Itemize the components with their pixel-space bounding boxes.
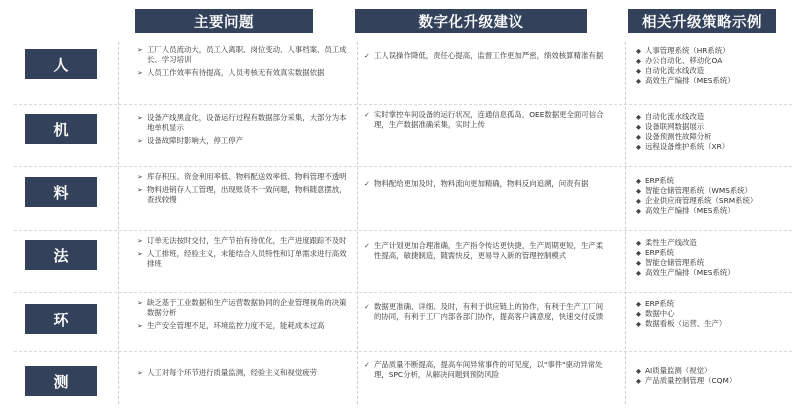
list-item: ◆ 柔性生产线改造 <box>636 238 697 247</box>
list-item: ◆ ERP系统 <box>636 299 675 308</box>
arrow-bullet-icon: ➢ <box>137 137 143 145</box>
suggestions-cell-measurement <box>364 360 604 383</box>
diamond-bullet-icon: ◆ <box>636 320 641 328</box>
row-label-people: 人 <box>25 49 97 79</box>
examples-cell-people <box>636 46 796 86</box>
list-item: ➢ 订单无法按时交付，生产节拍有待优化，生产进度跟踪不及时 <box>137 236 347 245</box>
list-item: ➢ 物料进销存人工管理，出现账货不一致问题，物料随意摆放，查找较慢 <box>137 185 347 204</box>
list-item: ◆ 设备联网数据展示 <box>636 122 705 131</box>
checkmark-bullet-icon: ✓ <box>364 242 370 250</box>
list-item: ✓ 数据更准确、详细、及时，有利于供应链上的协作，有利于生产工厂间的协同，有利于工厂内部各部门协作，提高客户满意度，快速交付反馈 <box>364 302 604 321</box>
list-item: ◆ 智能仓储管理系统（WMS系统） <box>636 186 753 195</box>
diamond-bullet-icon: ◆ <box>636 47 641 55</box>
arrow-bullet-icon: ➢ <box>137 237 143 245</box>
diamond-bullet-icon: ◆ <box>636 67 641 75</box>
list-item: ◆ AI质量监测（视觉） <box>636 366 712 375</box>
suggestions-cell-machine <box>364 110 604 133</box>
row-label-method: 法 <box>25 240 97 270</box>
list-item: ◆ 远程设备维护系统（XR） <box>636 142 730 151</box>
list-item: ➢ 库存积压、资金利用率低、物料配送效率低、物料管理不透明 <box>137 172 347 181</box>
row-label-material: 料 <box>25 177 97 207</box>
examples-cell-material <box>636 176 796 216</box>
list-item: ✓ 工人误操作降低，责任心提高，监督工作更加严密，绩效核算精准有据 <box>364 51 604 60</box>
arrow-bullet-icon: ➢ <box>137 369 143 377</box>
header-main-problems: 主要问题 <box>135 9 313 33</box>
list-item: ➢ 生产安全管理不足，环境监控力度不足，能耗成本过高 <box>137 321 325 330</box>
list-item: ◆ 高效生产编排（MES系统） <box>636 76 735 85</box>
checkmark-bullet-icon: ✓ <box>364 303 370 311</box>
list-item: ✓ 产品质量不断提高，提高车间异常事件的可见度，以"事件"驱动异常处理，SPC分析，从解决问题到预防风险 <box>364 360 603 379</box>
checkmark-bullet-icon: ✓ <box>364 111 370 119</box>
list-item: ◆ ERP系统 <box>636 176 675 185</box>
diamond-bullet-icon: ◆ <box>636 310 641 318</box>
list-item: ◆ 自动化流水线改造 <box>636 66 705 75</box>
list-item: ◆ 企业供应商管理系统（SRM系统） <box>636 196 758 205</box>
problems-cell-measurement <box>137 368 347 381</box>
column-divider <box>625 42 626 404</box>
diamond-bullet-icon: ◆ <box>636 249 641 257</box>
diamond-bullet-icon: ◆ <box>636 207 641 215</box>
arrow-bullet-icon: ➢ <box>137 173 143 181</box>
list-item: ➢ 设备故障时影响大，停工停产 <box>137 136 244 145</box>
examples-cell-method <box>636 238 796 278</box>
arrow-bullet-icon: ➢ <box>137 69 143 77</box>
arrow-bullet-icon: ➢ <box>137 114 143 122</box>
diamond-bullet-icon: ◆ <box>636 197 641 205</box>
diamond-bullet-icon: ◆ <box>636 133 641 141</box>
row-divider <box>14 166 792 167</box>
examples-cell-machine <box>636 112 796 152</box>
problems-cell-environment <box>137 298 347 334</box>
list-item: ➢ 工厂人员流动大，员工入离职、岗位变动、人事档案、员工成长、学习培训 <box>137 45 347 64</box>
diamond-bullet-icon: ◆ <box>636 269 641 277</box>
problems-cell-material <box>137 172 347 208</box>
diamond-bullet-icon: ◆ <box>636 113 641 121</box>
diamond-bullet-icon: ◆ <box>636 239 641 247</box>
diamond-bullet-icon: ◆ <box>636 300 641 308</box>
arrow-bullet-icon: ➢ <box>137 322 143 330</box>
diamond-bullet-icon: ◆ <box>636 187 641 195</box>
list-item: ◆ 自动化流水线改造 <box>636 112 705 121</box>
list-item: ◆ ERP系统 <box>636 248 675 257</box>
list-item: ➢ 缺乏基于工业数据和生产运营数据协同的企业管理视角的决策数据分析 <box>137 298 347 317</box>
row-divider <box>14 351 792 352</box>
row-label-environment: 环 <box>25 304 97 334</box>
problems-cell-machine <box>137 113 347 149</box>
list-item: ➢ 设备产线黑盒化，设备运行过程有数据部分采集，大部分为本地单机显示 <box>137 113 347 132</box>
diamond-bullet-icon: ◆ <box>636 123 641 131</box>
checkmark-bullet-icon: ✓ <box>364 52 370 60</box>
list-item: ✓ 实时掌控车间设备的运行状况，连通信息孤岛，OEE数据更全面可信合理，生产数据准确采集，实时上传 <box>364 110 604 129</box>
list-item: ✓ 物料配给更加及时，物料流向更加精确，物料反向追溯，问责有据 <box>364 179 589 188</box>
checkmark-bullet-icon: ✓ <box>364 361 370 369</box>
diamond-bullet-icon: ◆ <box>636 77 641 85</box>
problems-cell-people <box>137 45 347 81</box>
suggestions-cell-people <box>364 51 604 64</box>
row-label-machine: 机 <box>25 114 97 144</box>
header-strategy-examples: 相关升级策略示例 <box>628 9 776 33</box>
arrow-bullet-icon: ➢ <box>137 299 143 307</box>
arrow-bullet-icon: ➢ <box>137 46 143 54</box>
row-divider <box>14 104 792 105</box>
list-item: ◆ 设备预测性故障分析 <box>636 132 712 141</box>
row-divider <box>14 292 792 293</box>
list-item: ◆ 智能仓储管理系统 <box>636 258 705 267</box>
examples-cell-environment <box>636 299 796 329</box>
list-item: ✓ 生产计划更加合理准确，生产指令传达更快捷，生产周期更短，生产柔性提高，敏捷制造，随需快反，更易导入新的管理控制模式 <box>364 241 604 260</box>
column-divider <box>118 42 119 404</box>
checkmark-bullet-icon: ✓ <box>364 180 370 188</box>
list-item: ◆ 人事管理系统（HR系统） <box>636 46 730 55</box>
diamond-bullet-icon: ◆ <box>636 377 641 385</box>
suggestions-cell-material <box>364 179 604 192</box>
list-item: ◆ 数据中心 <box>636 309 675 318</box>
list-item: ◆ 办公自动化、移动化OA <box>636 56 723 65</box>
arrow-bullet-icon: ➢ <box>137 186 143 194</box>
column-divider <box>357 42 358 404</box>
list-item: ➢ 人工对每个环节进行质量监测，经验主义和视觉疲劳 <box>137 368 317 377</box>
list-item: ◆ 高效生产编排（MES系统） <box>636 206 735 215</box>
list-item: ➢ 人员工作效率有待提高，人员考核无有效真实数据依据 <box>137 68 325 77</box>
header-digital-suggestions: 数字化升级建议 <box>355 9 587 33</box>
list-item: ◆ 数据看板（运营、生产） <box>636 319 727 328</box>
diamond-bullet-icon: ◆ <box>636 177 641 185</box>
examples-cell-measurement <box>636 366 796 386</box>
suggestions-cell-environment <box>364 302 604 325</box>
row-divider <box>14 230 792 231</box>
arrow-bullet-icon: ➢ <box>137 250 143 258</box>
list-item: ◆ 产品质量控制管理（CQM） <box>636 376 737 385</box>
diamond-bullet-icon: ◆ <box>636 57 641 65</box>
problems-cell-method <box>137 236 347 272</box>
suggestions-cell-method <box>364 241 604 264</box>
diamond-bullet-icon: ◆ <box>636 143 641 151</box>
list-item: ➢ 人工排班，经验主义，未能结合人员特性和订单需求进行高效排班 <box>137 249 347 268</box>
row-label-measurement: 测 <box>25 366 97 396</box>
list-item: ◆ 高效生产编排（MES系统） <box>636 268 735 277</box>
diamond-bullet-icon: ◆ <box>636 367 641 375</box>
diamond-bullet-icon: ◆ <box>636 259 641 267</box>
